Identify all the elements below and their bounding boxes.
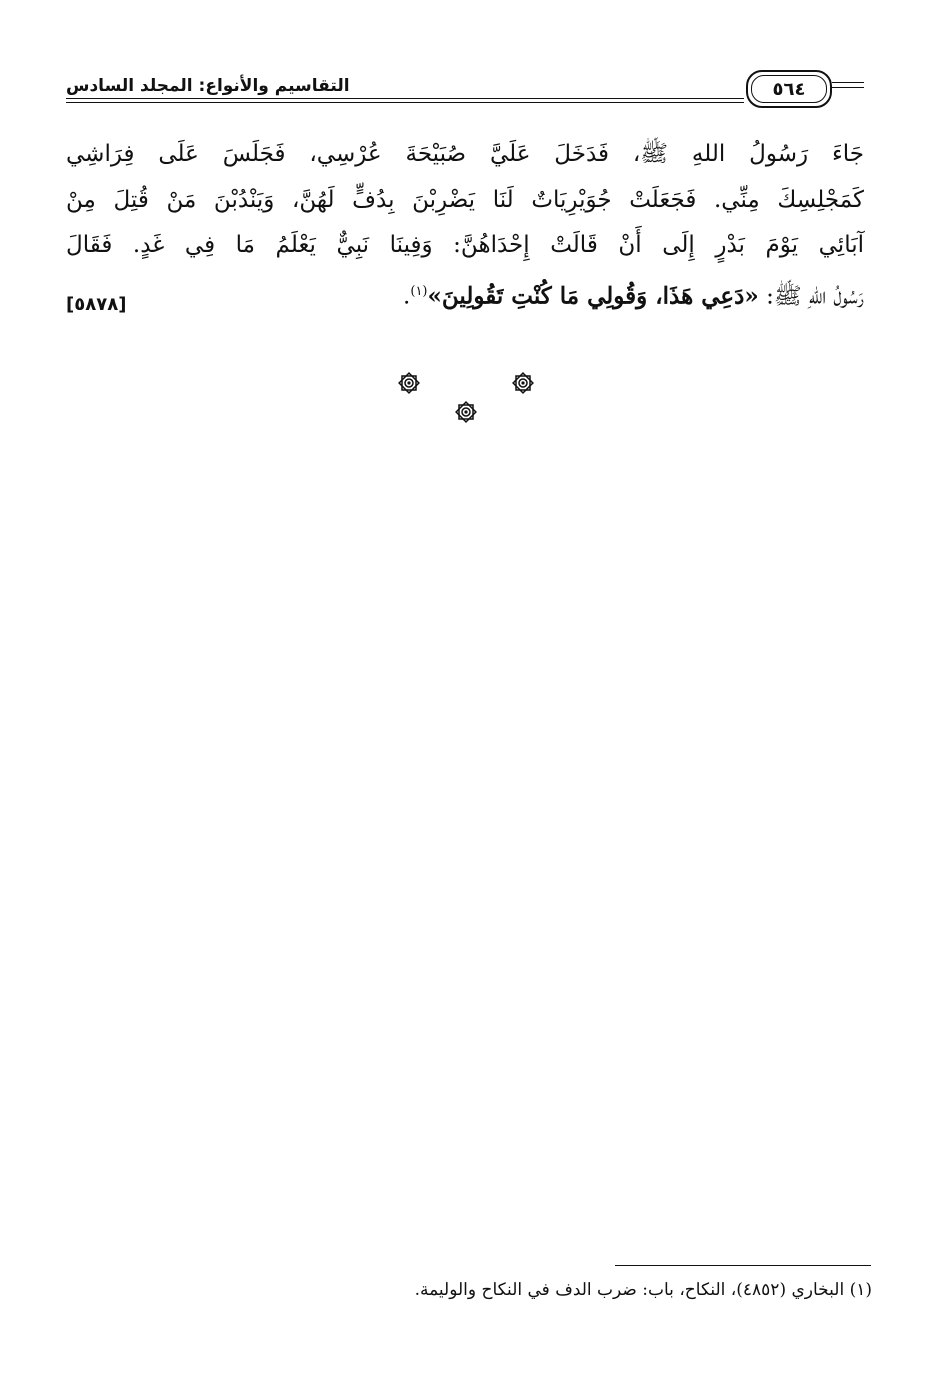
text-line: كَمَجْلِسِكَ مِنِّي. فَجَعَلَتْ جُوَيْرِيَاتٌ لَنَا يَضْرِبْنَ بِدُفٍّ لَهُنَّ، وَيَنْدُبْنَ مَنْ قُتِلَ مِنْ [66,186,864,213]
text-line: آبَائِي يَوْمَ بَدْرٍ إِلَى أَنْ قَالَتْ إِحْدَاهُنَّ: وَفِينَا نَبِيٌّ يَعْلَمُ مَا فِي غَدٍ. فَقَالَ [66,232,864,258]
line-end: . [403,283,411,310]
header-rule [832,87,864,88]
footnote: (١) البخاري (٤٨٥٢)، النكاح، باب: ضرب الدف في النكاح والوليمة. [414,1280,872,1300]
ornament-icon [512,372,534,394]
footnote-divider [615,1265,871,1266]
text-line [66,269,864,320]
header-rule [66,98,744,99]
page-number: ٥٦٤ [751,75,827,103]
running-title: التقاسيم والأنواع: المجلد السادس [66,76,350,96]
line-prefix: رَسُولُ اللهِ ﷺ: [758,283,864,310]
hadith-number: [٥٨٧٨] [66,294,127,315]
header-rule [66,102,744,103]
header-rule [832,82,864,83]
ornament-icon [398,372,420,394]
ornament-icon [455,401,477,423]
prophet-quote: «دَعِي هَذَا، وَقُولِي مَا كُنْتِ تَقُولِينَ» [427,282,759,310]
page-header [66,68,864,112]
hadith-text [66,132,864,320]
page-number-box [746,70,832,108]
footnote-marker: (١) [410,283,428,299]
text-line: جَاءَ رَسُولُ اللهِ ﷺ، فَدَخَلَ عَلَيَّ صُبَيْحَةَ عُرْسِي، فَجَلَسَ عَلَى فِرَاشِي [66,141,864,167]
